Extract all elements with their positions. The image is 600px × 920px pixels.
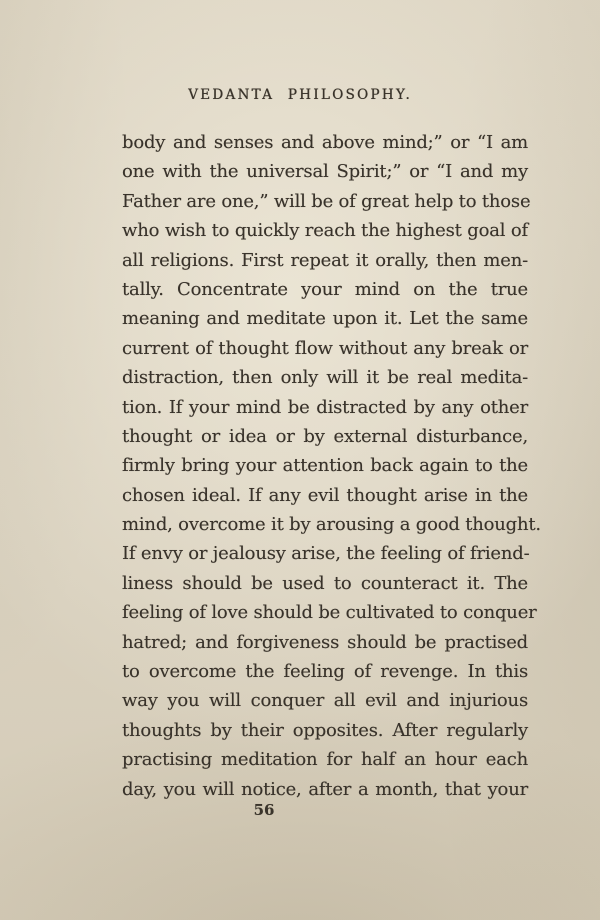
text-line: current of thought flow without any break or <box>122 337 528 359</box>
text-line: thought or idea or by external disturbance, <box>122 425 528 447</box>
text-line: chosen ideal. If any evil thought arise in the <box>122 484 528 506</box>
text-line: to overcome the feeling of revenge. In this <box>122 661 528 683</box>
text-line: liness should be used to counteract it. The <box>122 572 528 594</box>
page-number: 56 <box>253 801 275 819</box>
text-line: one with the universal Spirit;” or “I and my <box>122 161 528 183</box>
text-line: all religions. First repeat it orally, then men- <box>122 249 528 271</box>
text-line: who wish to quickly reach the highest goal of <box>122 220 528 242</box>
text-line: distraction, then only will it be real medita- <box>122 367 528 389</box>
text-line: If envy or jealousy arise, the feeling of friend- <box>122 543 530 565</box>
text-line: feeling of love should be cultivated to conquer <box>122 602 537 624</box>
text-line: body and senses and above mind;” or “I am <box>122 132 528 153</box>
running-header: VEDANTA PHILOSOPHY. <box>188 87 412 103</box>
text-line: way you will conquer all evil and injurious <box>122 690 528 712</box>
text-line: practising meditation for half an hour each <box>122 749 528 771</box>
text-line: tion. If your mind be distracted by any other <box>122 396 528 418</box>
text-line: thoughts by their opposites. After regularly <box>122 719 528 741</box>
text-line: Father are one,” will be of great help to those <box>122 190 531 212</box>
text-line: firmly bring your attention back again to the <box>122 455 528 477</box>
text-line: tally. Concentrate your mind on the true <box>122 278 528 300</box>
text-line: day, you will notice, after a month, that your <box>122 778 528 800</box>
text-line: mind, overcome it by arousing a good thought. <box>122 514 541 536</box>
text-line: hatred; and forgiveness should be practised <box>122 631 528 653</box>
body-text <box>122 128 541 804</box>
text-line: meaning and meditate upon it. Let the same <box>122 308 528 330</box>
